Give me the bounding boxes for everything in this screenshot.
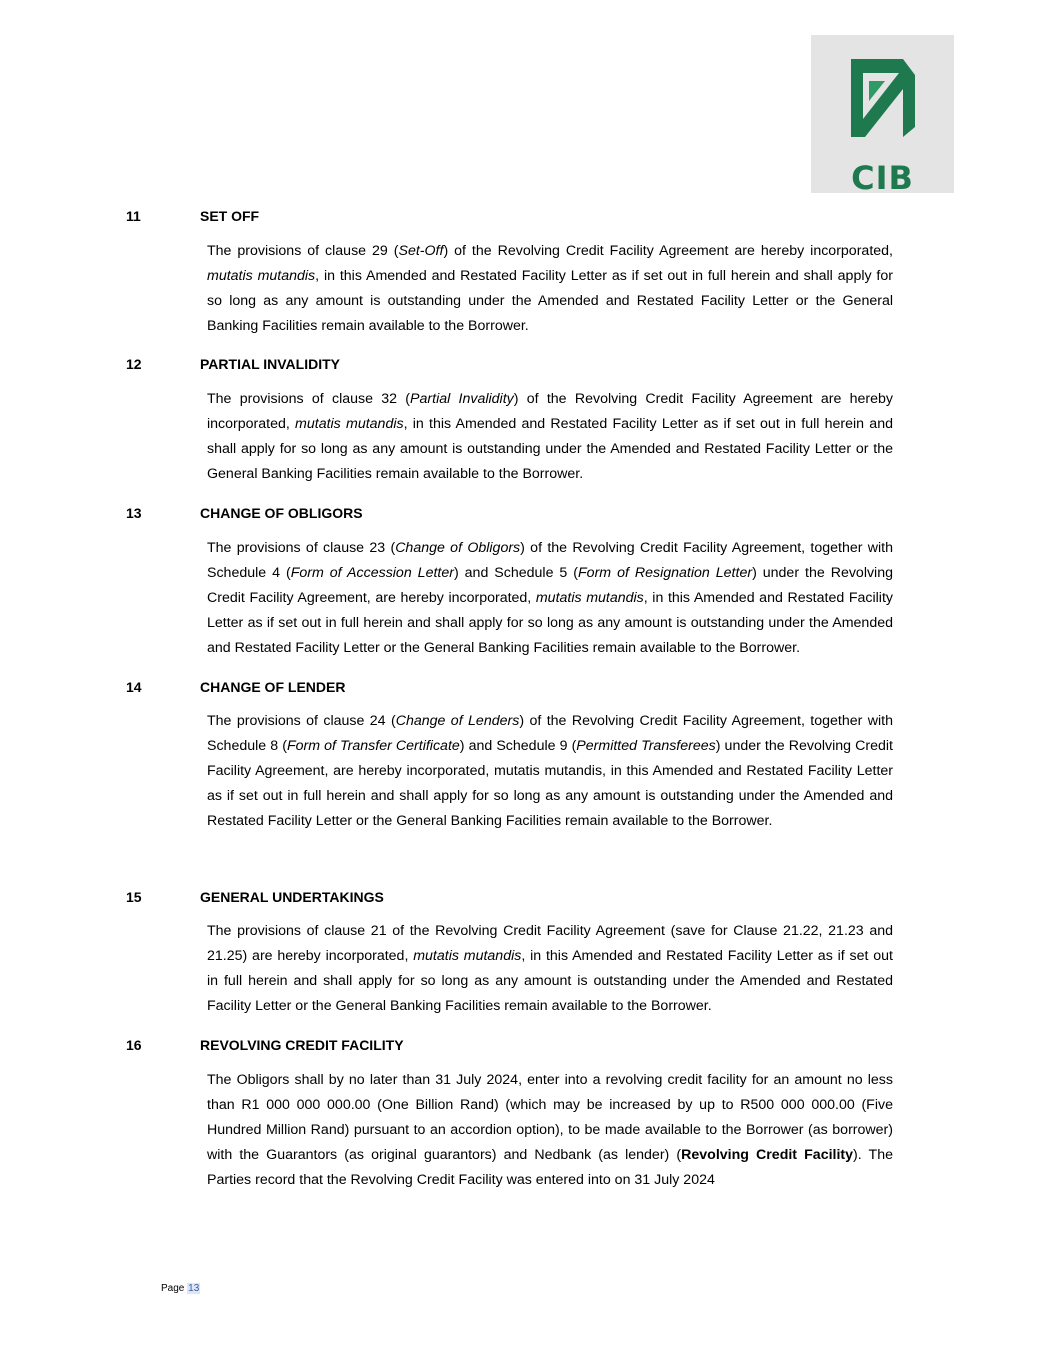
page-number: 13 [188, 1283, 200, 1294]
section-title: CHANGE OF OBLIGORS [200, 505, 363, 521]
logo-text: CIB [851, 159, 914, 197]
section-title: GENERAL UNDERTAKINGS [200, 889, 384, 905]
section-body-16: The Obligors shall by no later than 31 July 2024, enter into a revolving credit facility for an amount no less than R1 000 000 000.00 (One Billion Rand) (which may be increased by up to R500 000 000.00 (Five Hundred Million Rand) pursuant to an accordion option), to be made available to the Borrower (as borrower) with the Guarantors (as original guarantors) and Nedbank (as lender) (Revolving Credit Facility). The Parties record that the Revolving Credit Facility was entered into on 31 July 2024 [207, 1072, 894, 1188]
section-number: 16 [126, 1037, 142, 1053]
section-title: CHANGE OF LENDER [200, 679, 346, 695]
section-title: PARTIAL INVALIDITY [200, 356, 340, 372]
nedbank-n-icon [811, 35, 954, 160]
section-body-14: The provisions of clause 24 (Change of Lenders) of the Revolving Credit Facility Agreement, together with Schedule 8 (Form of Transfer Certificate) and Schedule 9 (Permitted Transferees) under the Revolving Credit Facility Agreement, are hereby incorporated, mutatis mutandis, in this Amended and Restated Facility Letter as if set out in full herein and shall apply for so long as any amount is outstanding under the Amended and Restated Facility Letter or the General Banking Facilities remain available to the Borrower. [207, 713, 893, 829]
nedbank-cib-logo [811, 35, 954, 197]
section-body-12: The provisions of clause 32 (Partial Invalidity) of the Revolving Credit Facility Agreement are hereby incorporated, mutatis mutandis, in this Amended and Restated Facility Letter as if set out in full herein and shall apply for so long as any amount is outstanding under the Amended and Restated Facility Letter or the General Banking Facilities remain available to the Borrower. [207, 391, 893, 482]
page-label: Page [161, 1283, 188, 1294]
section-number: 12 [126, 356, 142, 372]
page-footer [161, 1282, 200, 1296]
section-title: REVOLVING CREDIT FACILITY [200, 1037, 404, 1053]
section-number: 15 [126, 889, 142, 905]
section-number: 11 [126, 208, 141, 224]
section-body-15: The provisions of clause 21 of the Revolving Credit Facility Agreement (save for Clause 21.22, 21.23 and 21.25) are hereby incorporated, mutatis mutandis, in this Amended and Restated Facility Letter as if set out in full herein and shall apply for so long as any amount is outstanding under the Amended and Restated Facility Letter or the General Banking Facilities remain available to the Borrower. [207, 923, 893, 1014]
section-number: 13 [126, 505, 142, 521]
section-number: 14 [126, 679, 142, 695]
section-body-13: The provisions of clause 23 (Change of Obligors) of the Revolving Credit Facility Agreement, together with Schedule 4 (Form of Accession Letter) and Schedule 5 (Form of Resignation Letter) under the Revolving Credit Facility Agreement, are hereby incorporated, mutatis mutandis, in this Amended and Restated Facility Letter as if set out in full herein and shall apply for so long as any amount is outstanding under the Amended and Restated Facility Letter or the General Banking Facilities remain available to the Borrower. [207, 540, 893, 656]
section-body-11: The provisions of clause 29 (Set-Off) of the Revolving Credit Facility Agreement are hereby incorporated, mutatis mutandis, in this Amended and Restated Facility Letter as if set out in full herein and shall apply for so long as any amount is outstanding under the Amended and Restated Facility Letter or the General Banking Facilities remain available to the Borrower. [207, 243, 893, 334]
section-title: SET OFF [200, 208, 260, 224]
